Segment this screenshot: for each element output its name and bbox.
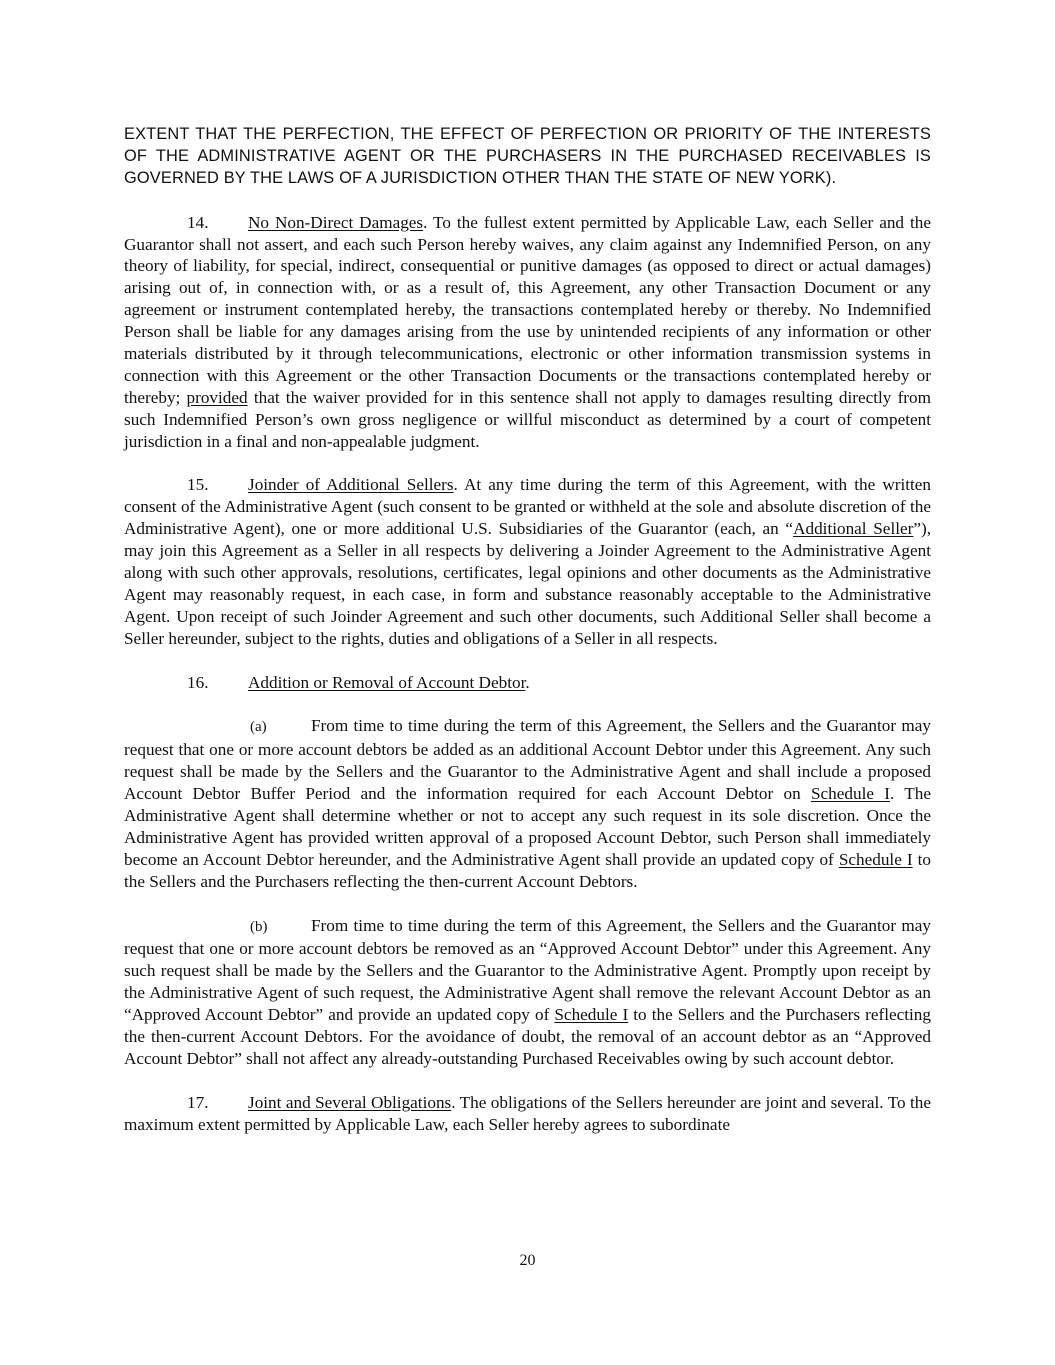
subsection-text: From time to time during the term of this Agreement, the Sellers and the Guarantor may request that one or more account debtors be removed as an “Approved Account Debtor” under this Agreement. Any such request shall be made by the Sellers and the Guarantor to the Administrative Agent. Promptly upon receipt by the Administrative Agent of such request, the Administrative Agent shall remove the relevant Account Debtor as an “Approved Account Debtor” and provide an updated copy of xyxy=(124,915,931,1025)
document-page xyxy=(124,124,931,1157)
section-text: . At any time during the term of this Agreement, with the written consent of the Administrative Agent (such consent to be granted or withheld at the sole and absolute discretion of the Administrative Agent), one or more additional U.S. Subsidiaries of the Guarantor (each, an “ xyxy=(124,475,932,539)
section-text: that the waiver provided for in this sentence shall not apply to damages resulting directly from such Indemnified Person’s own gross negligence or willful misconduct as determined by a court of competent jurisdiction in a final and non-appealable judgment. xyxy=(124,387,931,451)
defined-term: Additional Seller xyxy=(793,519,914,539)
section-text: ”), may join this Agreement as a Seller in all respects by delivering a Joinder Agreement to the Administrative Agent along with such other approvals, resolutions, certificates, legal opinions and other documents as the Administrative Agent may reasonably request, in each case, in form and substance reasonably acceptable to the Administrative Agent. Upon receipt of such Joinder Agreement and such other documents, such Additional Seller shall become a Seller hereunder, subject to the rights, duties and obligations of a Seller in all respects. xyxy=(124,519,931,648)
section-text: . To the fullest extent permitted by Applicable Law, each Seller and the Guarantor shall not assert, and each such Person hereby waives, any claim against any Indemnified Person, on any theory of liability, for special, indirect, consequential or punitive damages (as opposed to direct or actual damages) arising out of, in connection with, or as a result of, this Agreement, any other Transaction Document or any agreement or instrument contemplated hereby, the transactions contemplated hereby or thereby. No Indemnified Person shall be liable for any damages arising from the use by unintended recipients of any information or other materials distributed by it through telecommunications, electronic or other information transmission systems in connection with this Agreement or the other Transaction Documents or the transactions contemplated hereby or thereby; xyxy=(124,212,931,407)
section-title: No Non-Direct Damages xyxy=(248,212,424,232)
section-title: Addition or Removal of Account Debtor xyxy=(248,672,526,692)
section-15 xyxy=(124,474,931,649)
section-number: 15. xyxy=(187,475,209,495)
subsection-16a xyxy=(124,715,931,892)
schedule-ref: Schedule I xyxy=(838,849,913,869)
subsection-label: (a) xyxy=(250,719,267,736)
carryover-paragraph: EXTENT THAT THE PERFECTION, THE EFFECT OF PERFECTION OR PRIORITY OF THE INTERESTS OF THE ADMINISTRATIVE AGENT OR THE PURCHASERS IN THE PURCHASED RECEIVABLES IS GOVERNED BY THE LAWS OF A JURISDICTION OTHER THAN THE STATE OF NEW YORK). xyxy=(124,125,931,187)
subsection-text: to the Sellers and the Purchasers reflecting the then-current Account Debtors. For the avoidance of doubt, the removal of an account debtor as an “Approved Account Debtor” shall not affect any already-outstanding Purchased Receivables owing by such account debtor. xyxy=(124,1005,931,1068)
section-16 xyxy=(124,672,931,694)
subsection-text: . The Administrative Agent shall determine whether or not to accept any such request in its sole discretion. Once the Administrative Agent has provided written approval of a proposed Account Debtor, such Person shall immediately become an Account Debtor hereunder, and the Administrative Agent shall provide an updated copy of xyxy=(124,784,931,869)
subsection-16b xyxy=(124,915,931,1070)
subsection-text: From time to time during the term of this Agreement, the Sellers and the Guarantor may request that one or more account debtors be added as an additional Account Debtor under this Agreement. Any such request shall be made by the Sellers and the Guarantor to the Administrative Agent and shall include a proposed Account Debtor Buffer Period and the information required for each Account Debtor on xyxy=(124,716,931,804)
schedule-ref: Schedule I xyxy=(810,784,890,804)
section-title: Joint and Several Obligations xyxy=(248,1092,452,1112)
schedule-ref: Schedule I xyxy=(554,1005,629,1025)
section-text: . xyxy=(525,672,530,692)
subsection-text: to the Sellers and the Purchasers reflecting the then-current Account Debtors. xyxy=(124,849,931,891)
provided-term: provided xyxy=(186,387,248,407)
section-number: 16. xyxy=(187,672,209,692)
section-14 xyxy=(124,212,931,453)
section-text: . The obligations of the Sellers hereunder are joint and several. To the maximum extent permitted by Applicable Law, each Seller hereby agrees to subordinate xyxy=(124,1092,931,1134)
section-number: 17. xyxy=(187,1092,209,1112)
section-17 xyxy=(124,1092,931,1136)
section-title: Joinder of Additional Sellers xyxy=(248,475,454,495)
subsection-label: (b) xyxy=(250,918,268,935)
section-number: 14. xyxy=(187,212,209,232)
page-number: 20 xyxy=(519,1252,536,1269)
